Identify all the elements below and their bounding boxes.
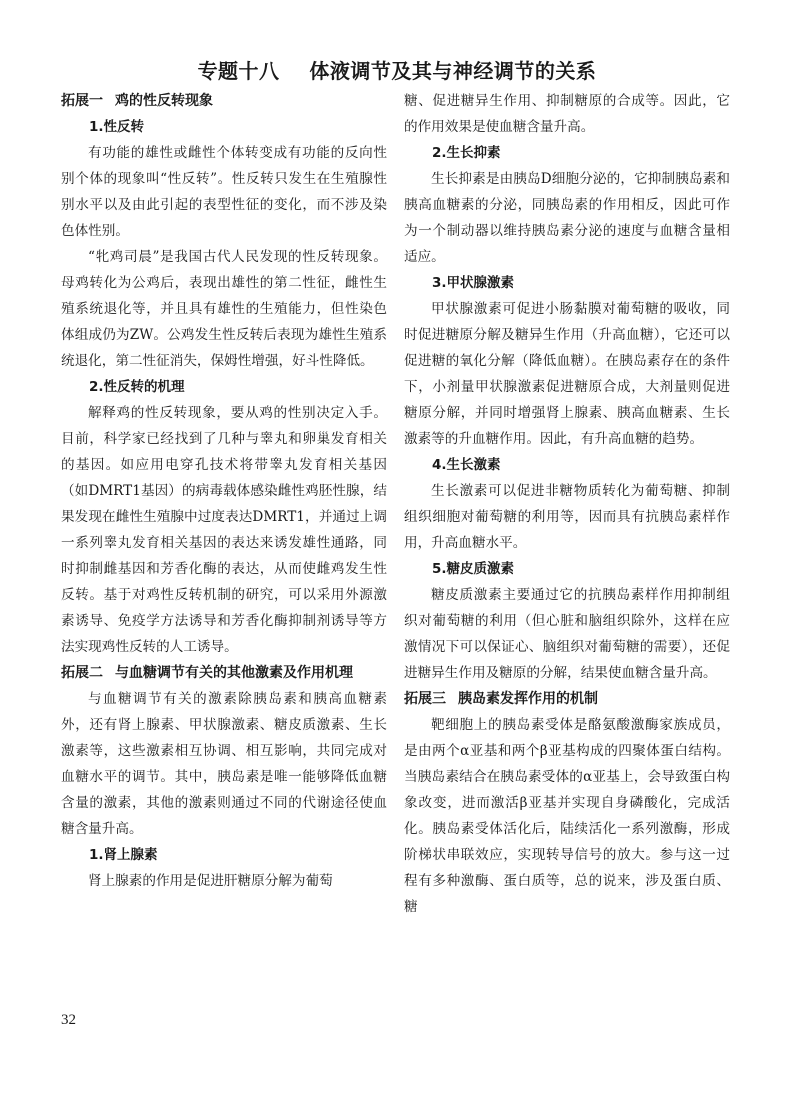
subheading-somatostatin: 2.生长抑素 xyxy=(432,145,501,161)
extension-title: 鸡的性反转现象 xyxy=(115,93,213,109)
subheading-glucocorticoid: 5.糖皮质激素 xyxy=(432,561,515,577)
paragraph: 生长激素可以促进非糖物质转化为葡萄糖、抑制组织细胞对葡萄糖的利用等，因而具有抗胰岛素样作用，升高血糖水平。 xyxy=(404,483,730,551)
page-title: 专题十八 体液调节及其与神经调节的关系 xyxy=(197,59,597,83)
extension-label: 拓展三 xyxy=(404,691,446,707)
paragraph: 甲状腺激素可促进小肠黏膜对葡萄糖的吸收，同时促进糖原分解及糖异生作用（升高血糖），它还可以促进糖的氧化分解（降低血糖）。在胰岛素存在的条件下，小剂量甲状腺激素促进糖原合成，大剂量则促进糖原分解，并同时增强肾上腺素、胰高血糖素、生长激素等的升血糖作用。因此，有升高血糖的趋势。 xyxy=(404,301,730,447)
extension-two-heading xyxy=(61,660,387,686)
paragraph: 生长抑素是由胰岛D细胞分泌的，它抑制胰岛素和胰高血糖素的分泌，同胰岛素的作用相反，因此可作为一个制动器以维持胰岛素分泌的速度与血糖含量相适应。 xyxy=(404,171,730,265)
extension-label: 拓展二 xyxy=(61,665,103,681)
subheading-growth-hormone: 4.生长激素 xyxy=(432,457,501,473)
subheading-adrenaline: 1.肾上腺素 xyxy=(89,847,158,863)
subheading-sex-reversal: 1.性反转 xyxy=(89,119,145,135)
paragraph: “牝鸡司晨”是我国古代人民发现的性反转现象。母鸡转化为公鸡后，表现出雄性的第二性征，雌性生殖系统退化等，并且具有雄性的生殖能力，但性染色体组成仍为ZW。公鸡发生性反转后表现为雄性生殖系统退化，第二性征消失，保姆性增强，好斗性降低。 xyxy=(61,249,387,369)
left-column xyxy=(61,88,387,894)
paragraph: 有功能的雄性或雌性个体转变成有功能的反向性别个体的现象叫“性反转”。性反转只发生在生殖腺性别水平以及由此引起的表型性征的变化，而不涉及染色体性别。 xyxy=(61,145,387,239)
extension-label: 拓展一 xyxy=(61,93,103,109)
page-number: 32 xyxy=(61,1012,76,1028)
right-column xyxy=(404,88,730,920)
subheading-thyroid-hormone: 3.甲状腺激素 xyxy=(432,275,515,291)
extension-title: 胰岛素发挥作用的机制 xyxy=(458,691,598,707)
paragraph: 靶细胞上的胰岛素受体是酪氨酸激酶家族成员，是由两个α亚基和两个β亚基构成的四聚体蛋白结构。当胰岛素结合在胰岛素受体的α亚基上，会导致蛋白构象改变，进而激活β亚基并实现自身磷酸化，完成活化。胰岛素受体活化后，陆续活化一系列激酶，形成阶梯状串联效应，实现转导信号的放大。参与这一过程有多种激酶、蛋白质等，总的说来，涉及蛋白质、糖 xyxy=(404,717,730,915)
subheading-mechanism: 2.性反转的机理 xyxy=(89,379,185,395)
paragraph: 与血糖调节有关的激素除胰岛素和胰高血糖素外，还有肾上腺素、甲状腺激素、糖皮质激素、生长激素等，这些激素相互协调、相互影响，共同完成对血糖水平的调节。其中，胰岛素是唯一能够降低血糖含量的激素，其他的激素则通过不同的代谢途径使血糖含量升高。 xyxy=(61,691,387,837)
paragraph: 肾上腺素的作用是促进肝糖原分解为葡萄 xyxy=(88,873,333,889)
extension-one-heading xyxy=(61,88,387,114)
paragraph: 糖皮质激素主要通过它的抗胰岛素样作用抑制组织对葡萄糖的利用（但心脏和脑组织除外，这样在应激情况下可以保证心、脑组织对葡萄糖的需要），还促进糖异生作用及糖原的分解，结果使血糖含量升高。 xyxy=(404,587,730,681)
paragraph-continued: 糖、促进糖异生作用、抑制糖原的合成等。因此，它的作用效果是使血糖含量升高。 xyxy=(404,93,730,135)
extension-title: 与血糖调节有关的其他激素及作用机理 xyxy=(115,665,353,681)
paragraph: 解释鸡的性反转现象，要从鸡的性别决定入手。目前，科学家已经找到了几种与睾丸和卵巢发育相关的基因。如应用电穿孔技术将带睾丸发育相关基因（如DMRT1基因）的病毒载体感染雌性鸡胚性腺，结果发现在雌性生殖腺中过度表达DMRT1，并通过上调一系列睾丸发育相关基因的表达来诱发雄性通路，同时抑制雌基因和芳香化酶的表达，从而使雌鸡发生性反转。基于对鸡性反转机制的研究，可以采用外源激素诱导、免疫学方法诱导和芳香化酶抑制剂诱导等方法实现鸡性反转的人工诱导。 xyxy=(61,405,387,655)
extension-three-heading xyxy=(404,686,730,712)
